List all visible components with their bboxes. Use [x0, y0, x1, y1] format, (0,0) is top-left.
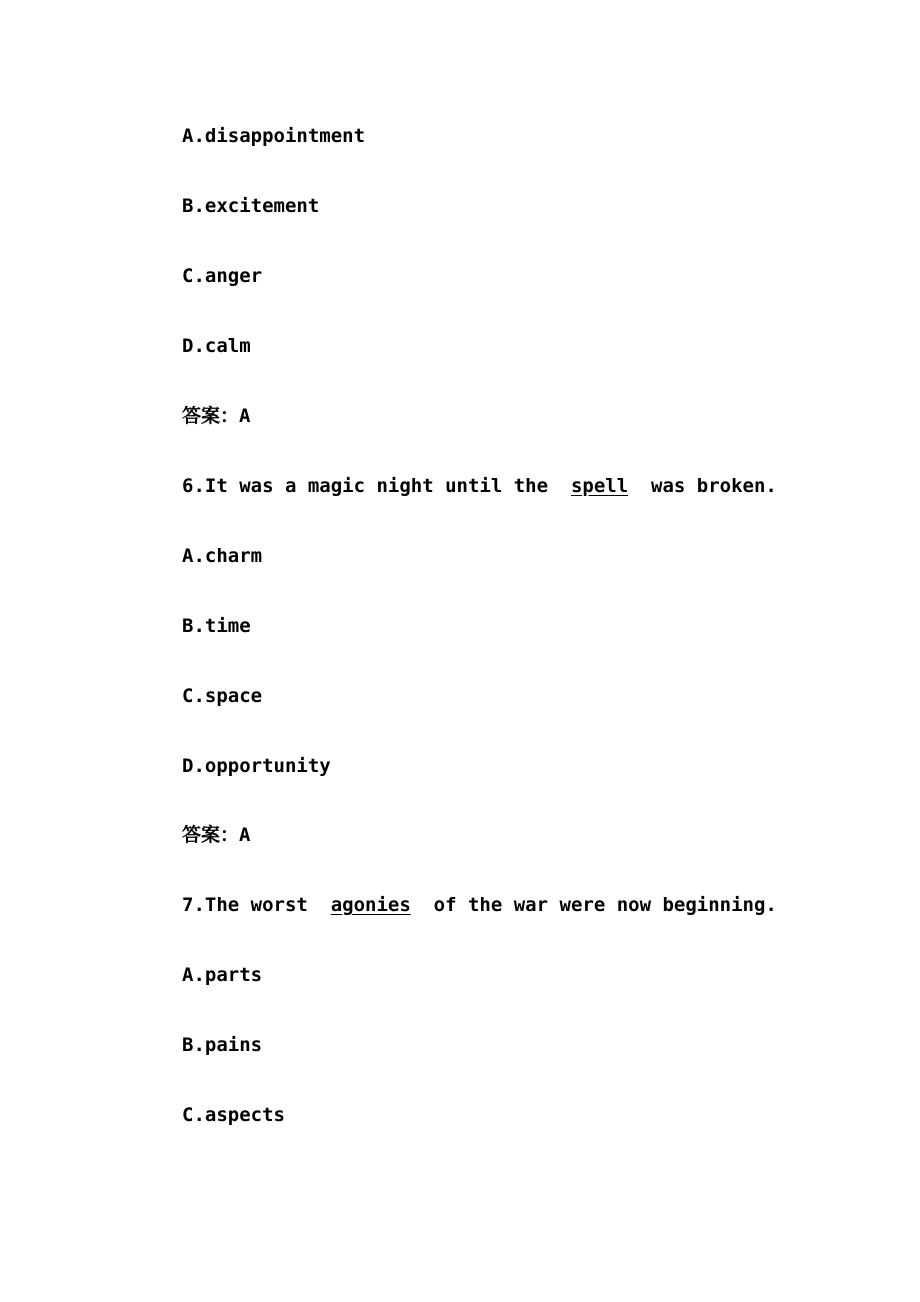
q5-answer: 答案：A — [182, 405, 251, 427]
q7-option-a: A.parts — [182, 964, 263, 986]
q6-keyword: spell — [570, 475, 629, 497]
q6-option-c: C.space — [182, 685, 263, 707]
q7-keyword: agonies — [330, 894, 411, 916]
q5-option-a: A.disappointment — [182, 125, 366, 147]
q7-option-c: C.aspects — [182, 1104, 285, 1126]
q7-option-b: B.pains — [182, 1034, 263, 1056]
q6-option-a: A.charm — [182, 545, 263, 567]
q6-stem — [182, 474, 777, 498]
q7-stem-after: of the war were now beginning. — [410, 894, 777, 916]
q5-option-b: B.excitement — [182, 195, 320, 217]
q6-stem-after: was broken. — [628, 475, 777, 497]
q7-stem — [182, 893, 777, 917]
q5-option-d: D.calm — [182, 335, 251, 357]
q7-stem-before: 7.The worst — [182, 894, 331, 916]
q6-option-d: D.opportunity — [182, 755, 331, 777]
q6-answer: 答案：A — [182, 824, 251, 846]
q6-stem-before: 6.It was a magic night until the — [182, 475, 571, 497]
q5-option-c: C.anger — [182, 265, 263, 287]
q6-option-b: B.time — [182, 615, 251, 637]
